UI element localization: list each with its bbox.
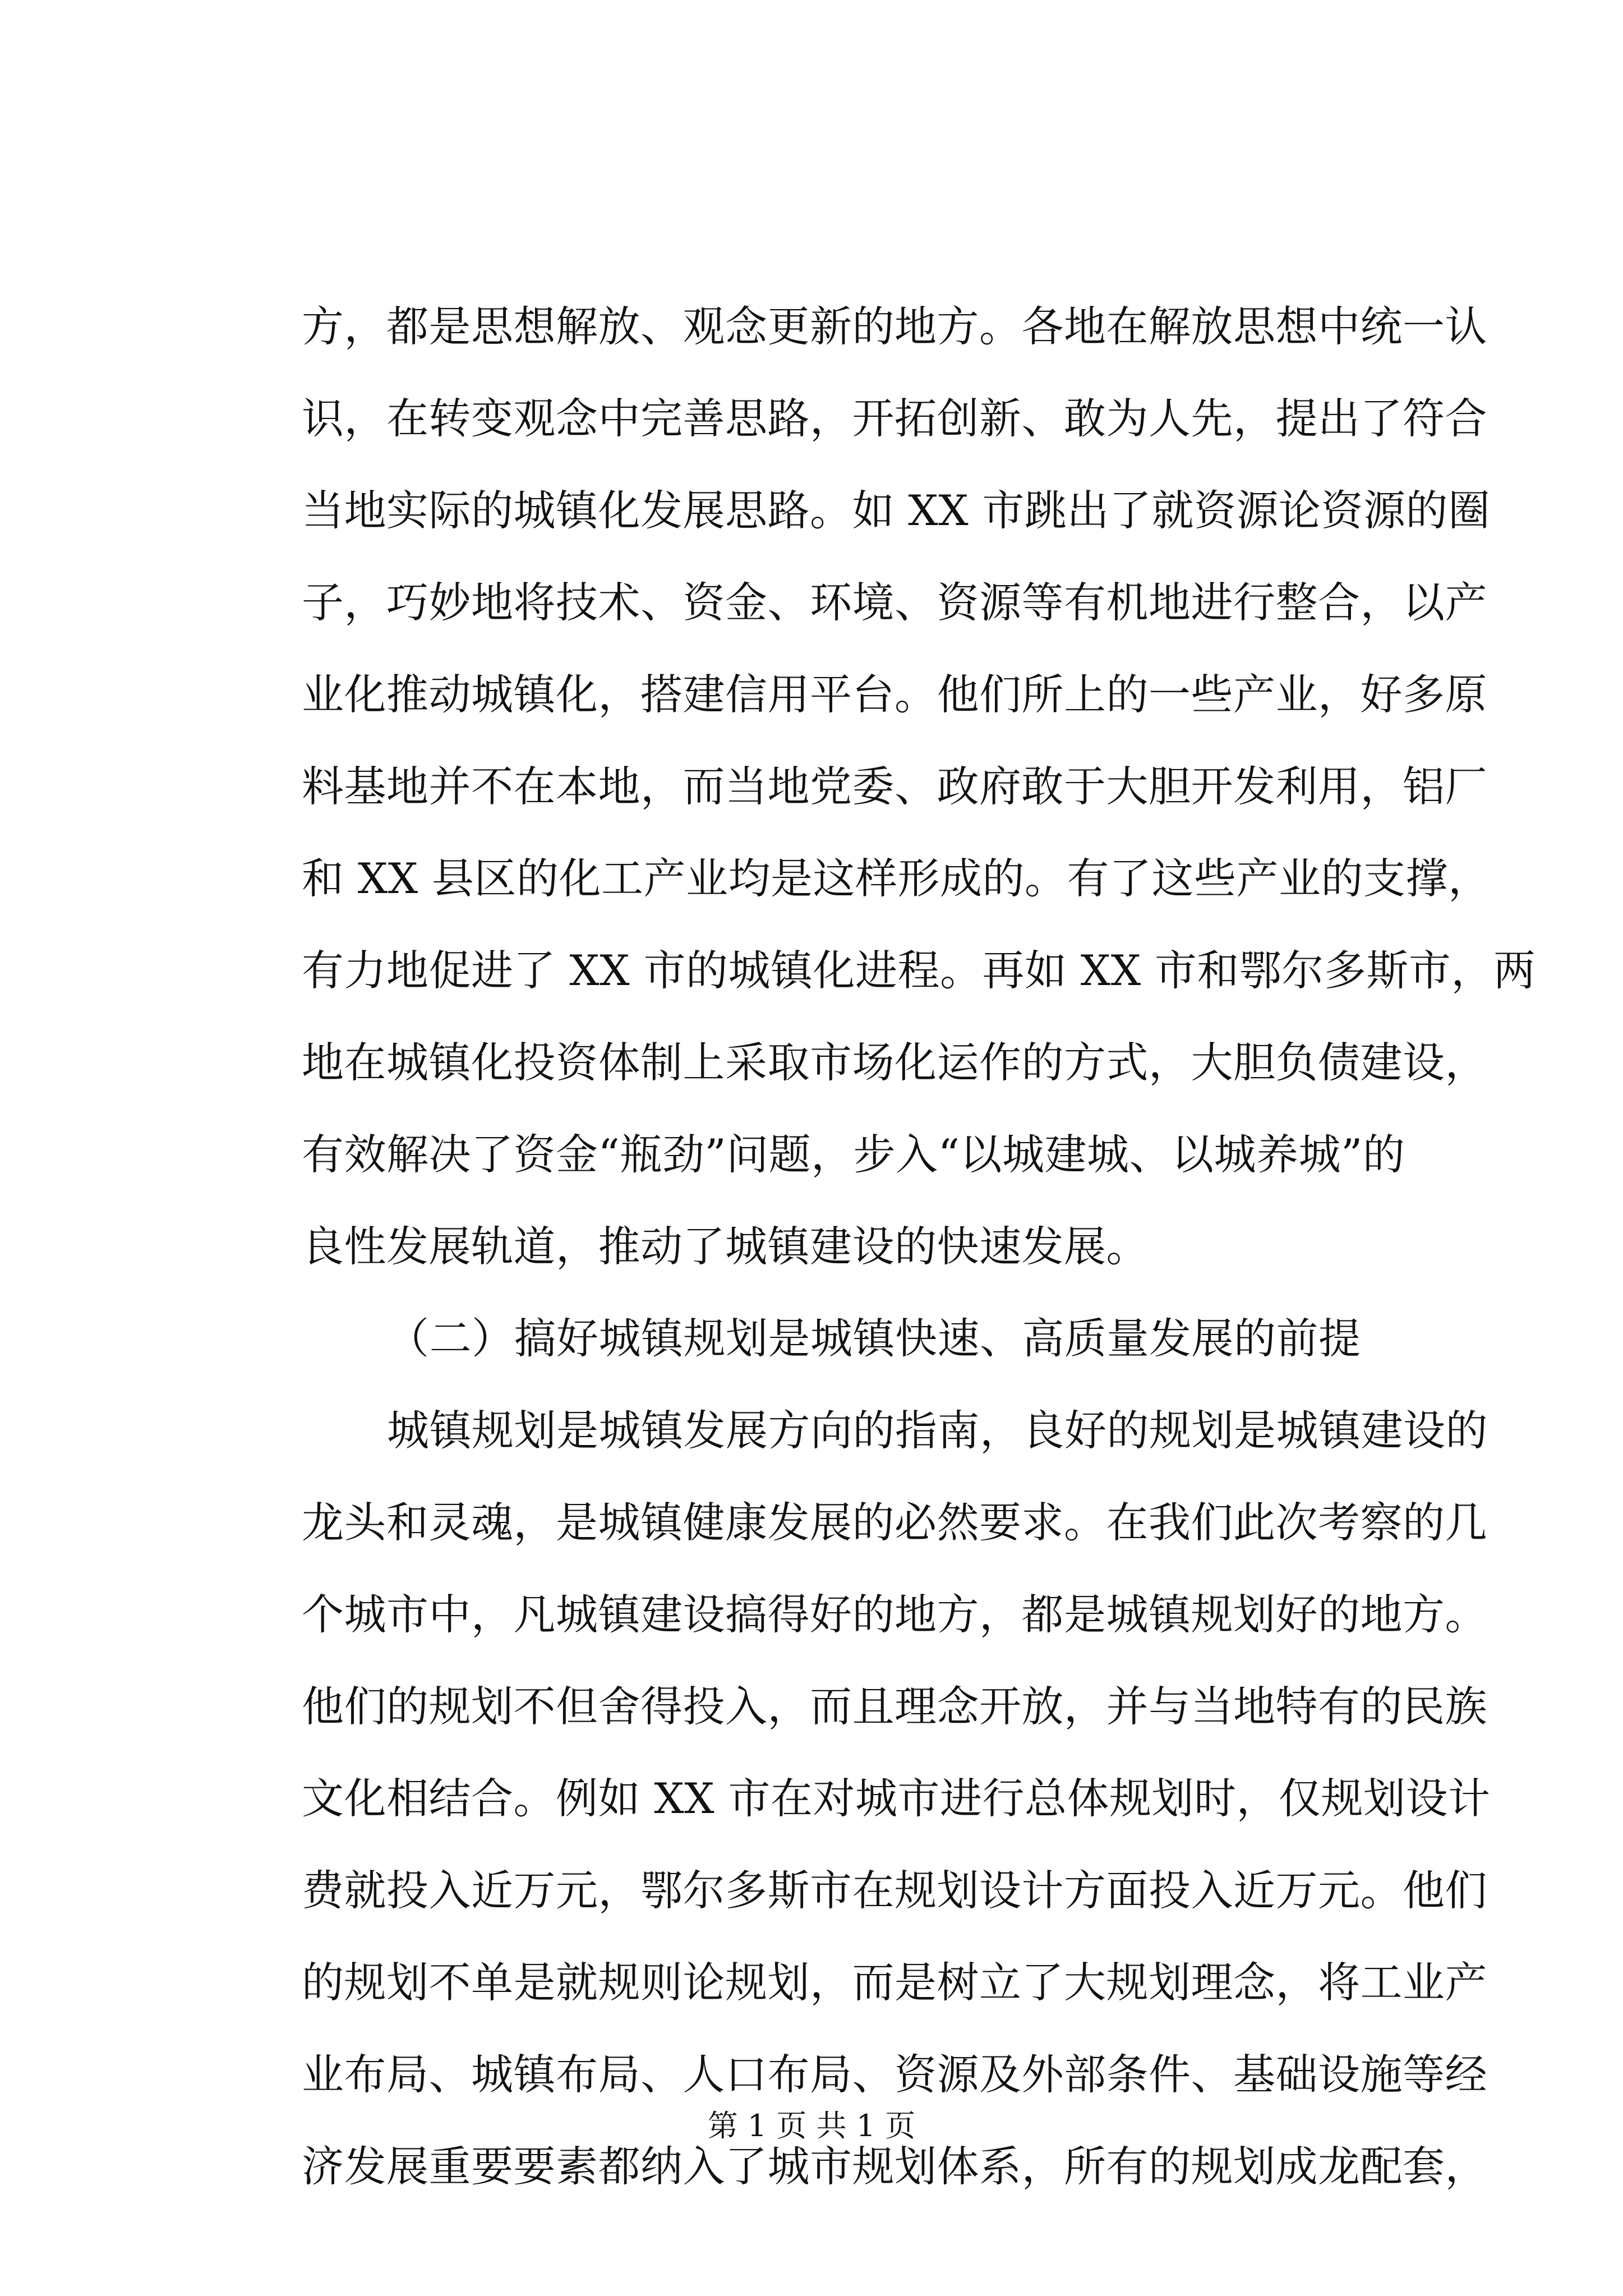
text-line: 城镇规划是城镇发展方向的指南，良好的规划是城镇建设的 (387, 1406, 1488, 1455)
text-line: 子，巧妙地将技术、资金、环境、资源等有机地进行整合，以产 (302, 578, 1488, 627)
text-line: 和 XX 县区的化工产业均是这样形成的。有了这些产业的支撑， (302, 854, 1491, 903)
text-line: 地在城镇化投资体制上采取市场化运作的方式，大胆负债建设， (302, 1038, 1488, 1087)
text-line: 当地实际的城镇化发展思路。如 XX 市跳出了就资源论资源的圈 (302, 486, 1491, 535)
text-line: 识，在转变观念中完善思路，开拓创新、敢为人先，提出了符合 (302, 394, 1488, 443)
text-line: 济发展重要要素都纳入了城市规划体系，所有的规划成龙配套， (302, 2142, 1488, 2191)
section-heading: （二）搞好城镇规划是城镇快速、高质量发展的前提 (387, 1314, 1361, 1363)
text-line: 的规划不单是就规则论规划，而是树立了大规划理念，将工业产 (302, 1958, 1488, 2007)
text-line: 有力地促进了 XX 市的城镇化进程。再如 XX 市和鄂尔多斯市，两 (302, 946, 1536, 995)
text-line: 料基地并不在本地，而当地党委、政府敢于大胆开发利用，铝厂 (302, 762, 1488, 811)
text-line: 个城市中，凡城镇建设搞得好的地方，都是城镇规划好的地方。 (302, 1590, 1488, 1639)
text-line: 费就投入近万元，鄂尔多斯市在规划设计方面投入近万元。他们 (302, 1866, 1488, 1915)
text-line: 业化推动城镇化，搭建信用平台。他们所上的一些产业，好多原 (302, 670, 1488, 719)
text-line: 有效解决了资金“瓶劲”问题，步入“以城建城、以城养城”的 (302, 1130, 1405, 1179)
text-line: 业布局、城镇布局、人口布局、资源及外部条件、基础设施等经 (302, 2050, 1488, 2099)
text-line: 良性发展轨道，推动了城镇建设的快速发展。 (302, 1222, 1149, 1271)
text-line: 方，都是思想解放、观念更新的地方。各地在解放思想中统一认 (302, 302, 1488, 351)
text-line: 文化相结合。例如 XX 市在对城市进行总体规划时，仅规划设计 (302, 1774, 1491, 1823)
text-line: 他们的规划不但舍得投入，而且理念开放，并与当地特有的民族 (302, 1682, 1488, 1731)
text-line: 龙头和灵魂，是城镇健康发展的必然要求。在我们此次考察的几 (302, 1498, 1488, 1547)
page-footer: 第 1 页 共 1 页 (707, 2108, 916, 2143)
